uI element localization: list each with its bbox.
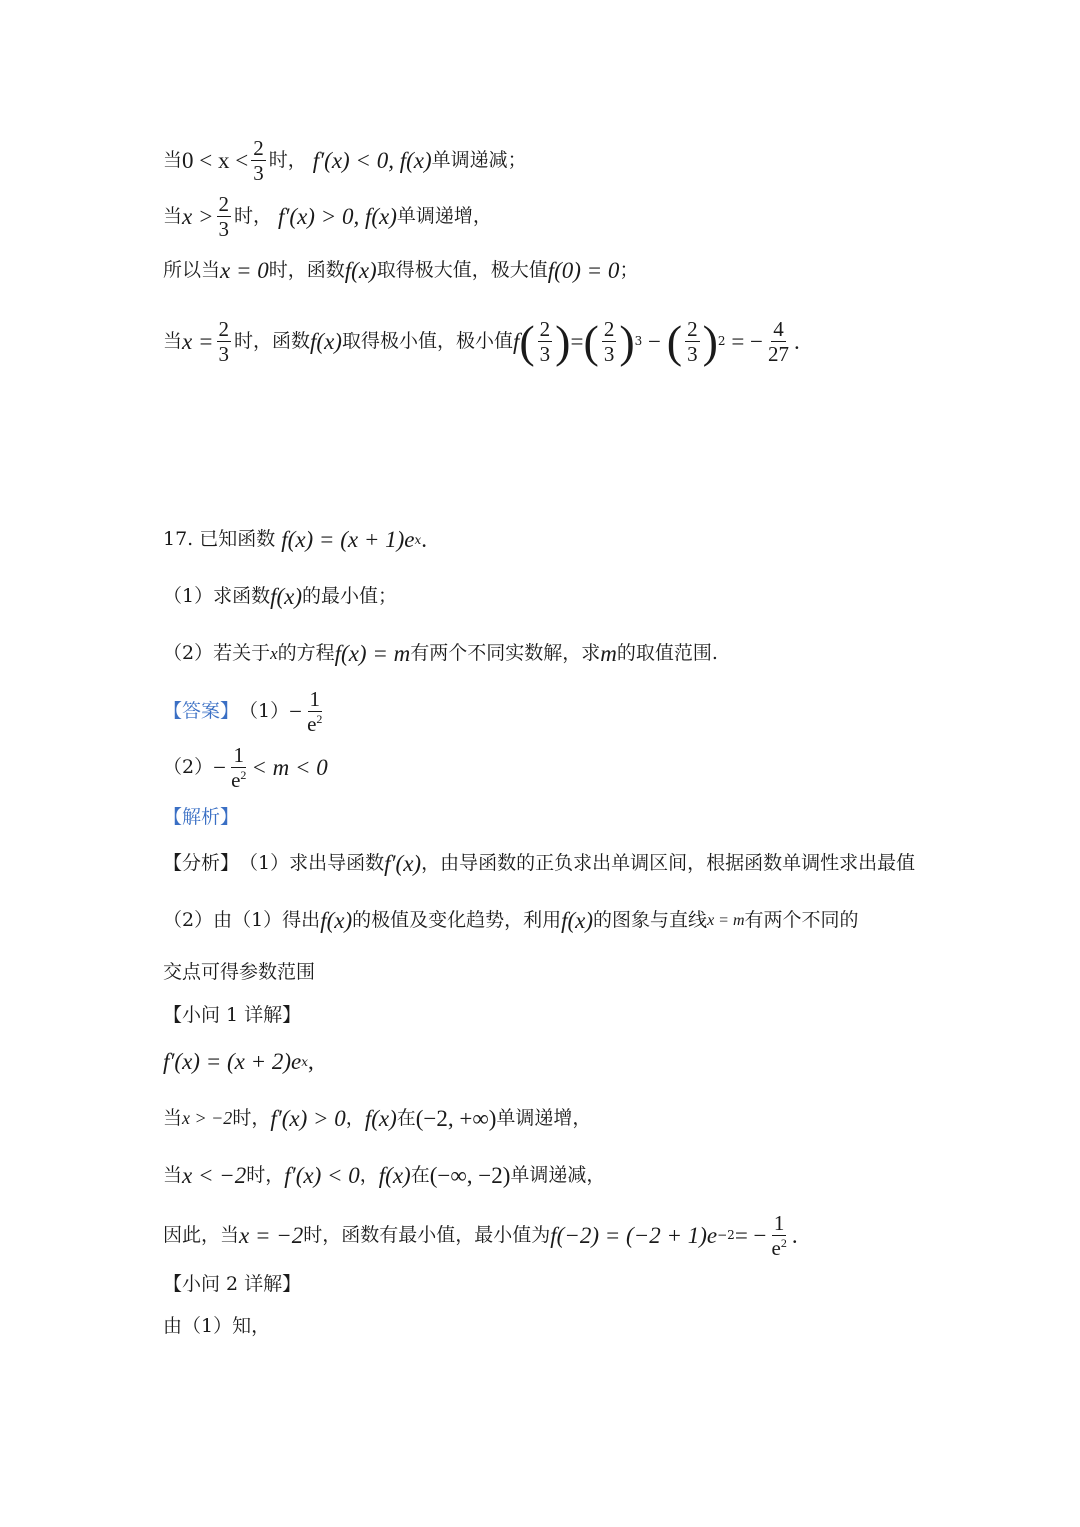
math: (−∞, −2) <box>429 1163 511 1188</box>
text: 有两个不同实数解，求 <box>410 642 601 665</box>
text: 时， <box>268 149 307 172</box>
fraction <box>602 318 617 365</box>
text: 的取值范围. <box>616 642 718 665</box>
text: 当 <box>163 330 183 353</box>
text: 在 <box>410 1164 430 1187</box>
prev-line-3 <box>163 257 960 285</box>
numerator: 1 <box>309 687 320 711</box>
math: x < −2 <box>182 1163 247 1188</box>
denominator: 3 <box>539 342 551 367</box>
fraction <box>770 1212 789 1259</box>
text: 时， <box>234 205 273 228</box>
exponent: 3 <box>634 334 643 349</box>
math: f(x) = (x + 1)e <box>281 527 415 552</box>
numerator: 2 <box>603 317 615 341</box>
math: f(x) <box>270 584 303 609</box>
text: e <box>307 712 317 737</box>
text: e <box>771 1236 781 1261</box>
math: f(x) <box>364 1106 397 1131</box>
math: , <box>308 1049 314 1074</box>
fraction <box>766 318 791 365</box>
question-17-stem <box>163 526 960 554</box>
text: 【小问 2 详解】 <box>163 1273 302 1295</box>
fraction <box>685 318 700 365</box>
exponent: 2 <box>780 1236 787 1251</box>
fraction <box>217 193 232 240</box>
math: f′(x) < 0 <box>284 1163 360 1188</box>
text: 时， <box>246 1164 285 1187</box>
analysis-fenxi-2 <box>163 907 960 935</box>
math: = − <box>734 1222 767 1248</box>
text: 时，函数有最小值，最小值为 <box>303 1224 551 1247</box>
sub1-label <box>163 1004 960 1027</box>
sub1-derivative <box>163 1048 960 1076</box>
text: 17. 已知函数 <box>163 528 276 551</box>
exponent: x <box>414 532 422 547</box>
math: m <box>600 641 617 666</box>
text: 【小问 1 详解】 <box>163 1004 302 1026</box>
text: 单调递增， <box>396 205 492 228</box>
text: 时，函数 <box>268 259 345 282</box>
exponent: 2 <box>717 334 726 349</box>
question-17-part-2 <box>163 640 960 668</box>
denominator: 3 <box>603 342 615 367</box>
prev-line-4: 当 x = $\frac{2}{3}$ 时，函数 f(x) 取得极小值，极小值 f ( $\frac{2}{3}$ ) = ( $\frac{2}{3}$ ) 3 − ( $\frac{2}{3}$ ) 2 = − $\frac{4}{27}$ . <box>163 315 800 367</box>
analysis-fenxi-1 <box>163 850 960 878</box>
math: < m < 0 <box>251 754 328 780</box>
answer-2 <box>163 744 960 791</box>
math: x > −2 <box>182 1108 233 1128</box>
sub2-label <box>163 1273 960 1296</box>
denominator: 3 <box>687 342 698 367</box>
text: 由（1）知， <box>163 1315 271 1337</box>
text: 有两个不同的 <box>744 909 859 932</box>
text: （1）求函数 <box>163 585 271 608</box>
math: x = 0 <box>220 258 269 283</box>
exponent: 2 <box>240 768 247 783</box>
fraction <box>229 744 248 791</box>
denominator: 3 <box>218 217 229 242</box>
text: 单调递减， <box>510 1164 606 1187</box>
answer-1 <box>163 688 960 735</box>
math: f′(x) > 0 <box>270 1106 346 1131</box>
sub2-line-1 <box>163 1315 960 1338</box>
math: f(x) <box>561 908 594 933</box>
exponent: −2 <box>717 1228 735 1243</box>
text: 取得极大值，极大值 <box>376 259 548 282</box>
text: 时， <box>232 1107 271 1130</box>
math: f′(x) <box>384 851 422 876</box>
math: x > <box>182 203 214 229</box>
exponent: x <box>301 1054 309 1069</box>
text: （2） <box>163 756 214 779</box>
text: （2）由（1）得出 <box>163 909 321 932</box>
text: ， <box>345 1107 365 1130</box>
exponent: 2 <box>316 712 323 727</box>
numerator: 2 <box>218 317 229 341</box>
math: f′(x) = (x + 2)e <box>163 1049 302 1074</box>
numerator: 2 <box>253 136 264 160</box>
text: 的方程 <box>277 642 335 665</box>
math: f(x) <box>310 328 342 354</box>
text: ，由导函数的正负求出单调区间，根据函数单调性求出最值 <box>421 852 916 875</box>
math: . <box>794 328 800 354</box>
math: − <box>289 698 303 724</box>
numerator: 4 <box>773 317 784 341</box>
text: 交点可得参数范围 <box>163 961 316 983</box>
text: ， <box>359 1164 379 1187</box>
math: f′(x) < 0, f(x) <box>312 147 432 173</box>
math: − <box>213 754 227 780</box>
fraction <box>305 688 324 735</box>
math: (−2, +∞) <box>415 1106 497 1131</box>
math: x <box>270 643 278 663</box>
numerator: 1 <box>233 743 244 767</box>
analysis-fenxi-3 <box>163 961 960 984</box>
text: 所以当 <box>163 259 221 282</box>
text: 因此，当 <box>163 1224 240 1247</box>
denominator <box>229 768 248 791</box>
analysis-label <box>163 806 960 829</box>
text: e <box>231 768 241 793</box>
math: f(x) = m <box>334 641 411 666</box>
numerator: 1 <box>773 1211 785 1235</box>
denominator: 3 <box>218 342 229 367</box>
answer-label: 【答案】 <box>163 700 240 723</box>
text: 当 <box>163 1107 183 1130</box>
text: 的图象与直线 <box>593 909 708 932</box>
math: f <box>512 328 520 354</box>
math: f′(x) > 0, f(x) <box>278 203 397 229</box>
fraction <box>251 137 266 184</box>
text: 当 <box>163 149 183 172</box>
math: x = m <box>707 912 745 930</box>
question-17-part-1 <box>163 583 960 611</box>
text: （1）求出导函数 <box>239 852 385 875</box>
denominator: 27 <box>768 342 790 367</box>
text: 在 <box>396 1107 416 1130</box>
text: 单调递减； <box>431 149 527 172</box>
analysis-label-text: 【解析】 <box>163 806 240 828</box>
math: f(0) = 0 <box>547 258 620 283</box>
numerator: 2 <box>687 317 698 341</box>
math: f(x) <box>320 908 353 933</box>
fraction <box>217 318 232 365</box>
numerator: 2 <box>539 317 551 341</box>
math: f(x) <box>344 258 377 283</box>
denominator: 3 <box>253 161 264 186</box>
math: x = −2 <box>239 1222 304 1248</box>
text: 当 <box>163 1164 183 1187</box>
text: 【分析】 <box>163 852 240 875</box>
sub1-decreasing <box>163 1162 960 1190</box>
sub1-increasing <box>163 1105 960 1133</box>
prev-line-1 <box>163 137 960 184</box>
math: 0 < x < <box>182 147 249 173</box>
text: （2）若关于 <box>163 642 271 665</box>
text: （1） <box>239 700 290 723</box>
math: x = <box>182 328 214 354</box>
text: ； <box>619 259 639 282</box>
denominator <box>305 712 324 735</box>
sub1-minimum <box>163 1212 960 1259</box>
numerator: 2 <box>218 192 229 216</box>
fraction <box>538 318 553 365</box>
text: 时，函数 <box>234 330 311 353</box>
math: . <box>421 527 427 552</box>
text: 取得极小值，极小值 <box>341 330 513 353</box>
text: 的极值及变化趋势，利用 <box>352 909 562 932</box>
text: 单调递增， <box>496 1107 592 1130</box>
text: 的最小值； <box>302 585 398 608</box>
math: f(x) <box>378 1163 411 1188</box>
math: f(−2) = (−2 + 1)e <box>550 1222 718 1248</box>
prev-line-2 <box>163 193 960 240</box>
math: . <box>791 1222 798 1248</box>
denominator <box>770 1236 789 1259</box>
text: 当 <box>163 205 183 228</box>
